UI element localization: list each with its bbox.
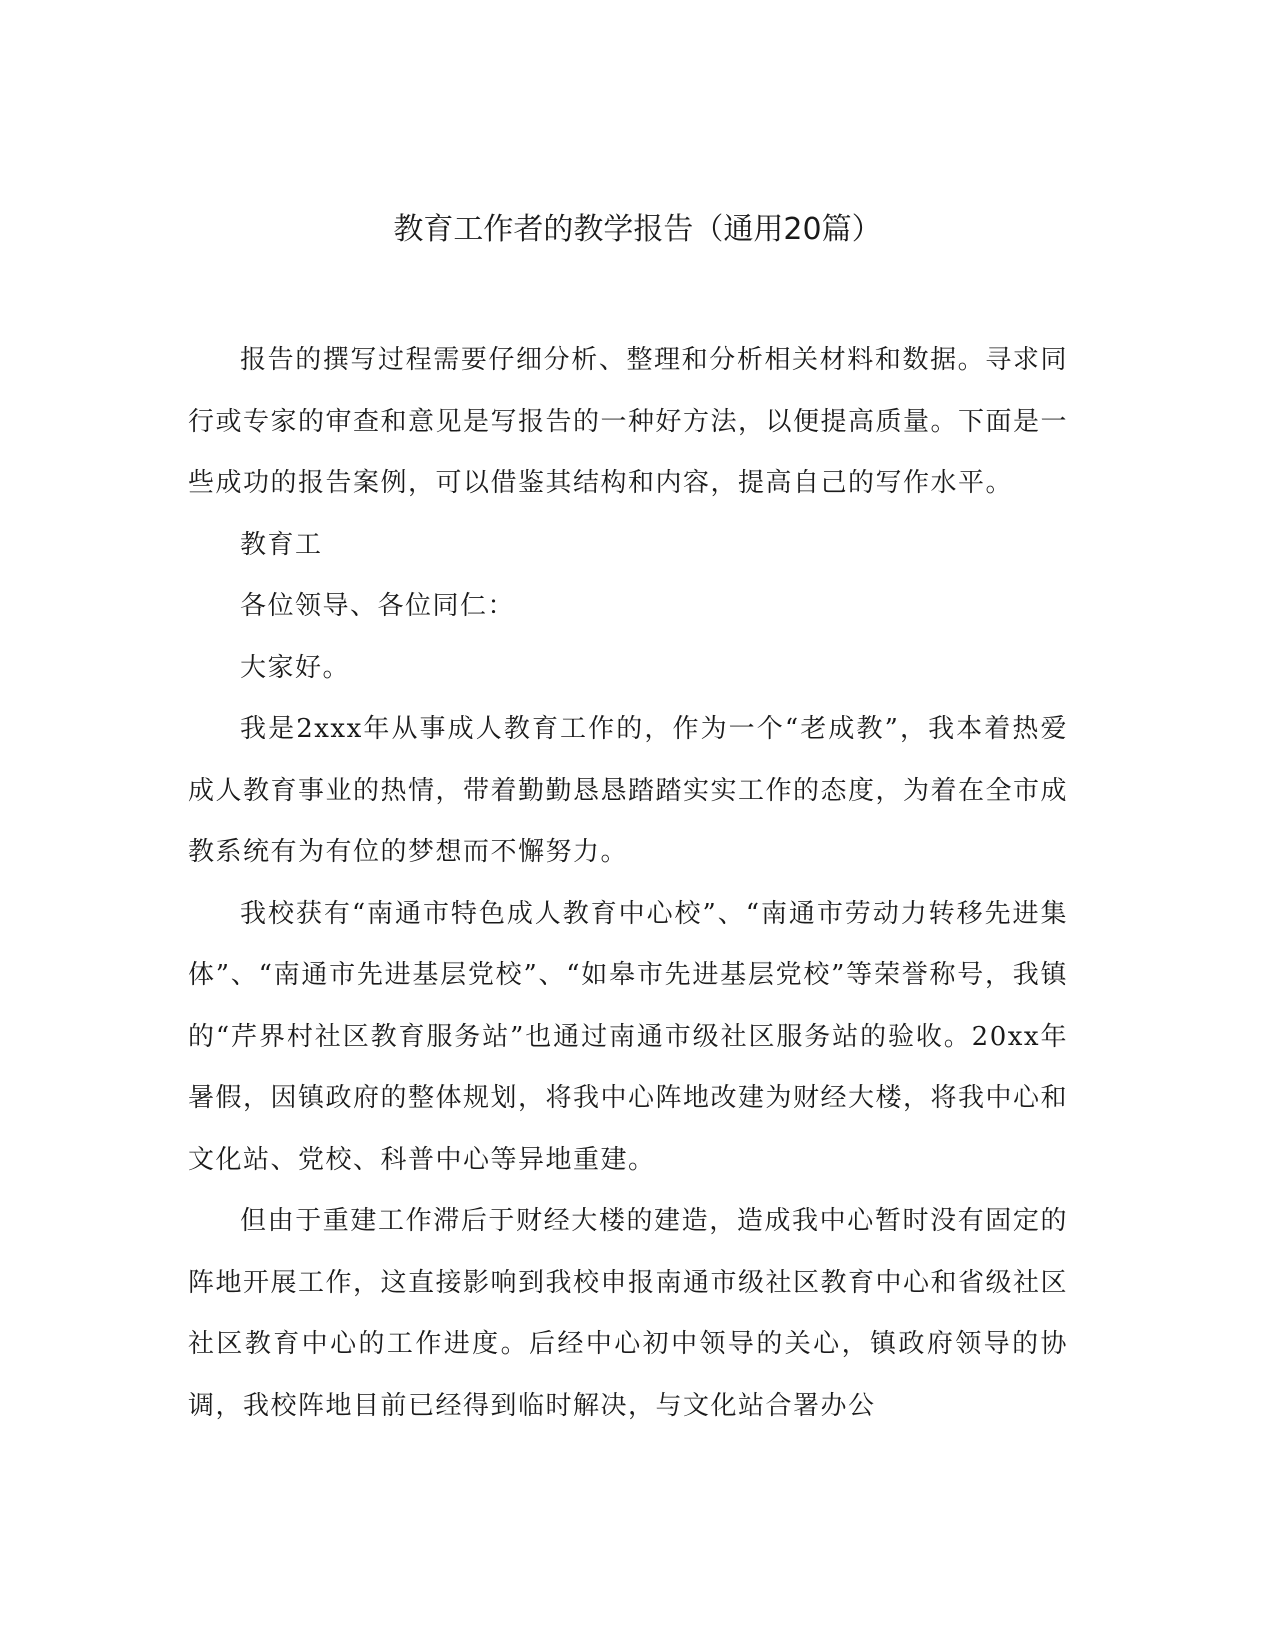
paragraph-honors: 我校获有“南通市特色成人教育中心校”、“南通市劳动力转移先进集体”、“南通市先进基层党校”、“如皋市先进基层党校”等荣誉称号，我镇的“芹界村社区教育服务站”也通过南通市级社区服务站的验收。20xx年暑假，因镇政府的整体规划，将我中心阵地改建为财经大楼，将我中心和文化站、党校、科普中心等异地重建。 [188,898,1069,1175]
paragraph-salutation: 各位领导、各位同仁： [240,591,516,621]
paragraph-intro: 报告的撰写过程需要仔细分析、整理和分析相关材料和数据。寻求同行或专家的审查和意见是写报告的一种好方法，以便提高质量。下面是一些成功的报告案例，可以借鉴其结构和内容，提高自己的写作水平。 [188,345,1069,498]
paragraph-rebuild: 但由于重建工作滞后于财经大楼的建造，造成我中心暂时没有固定的阵地开展工作，这直接影响到我校申报南通市级社区教育中心和省级社区社区教育中心的工作进度。后经中心初中领导的关心，镇政府领导的协调，我校阵地目前已经得到临时解决，与文化站合署办公 [188,1206,1069,1421]
paragraph-greeting: 大家好。 [240,652,351,683]
document-body [188,330,1068,1437]
paragraph-background: 我是2xxx年从事成人教育工作的，作为一个“老成教”，我本着热爱成人教育事业的热情，带着勤勤恳恳踏踏实实工作的态度，为着在全市成教系统有为有位的梦想而不懈努力。 [188,714,1069,867]
paragraph-heading: 教育工 [240,529,323,560]
document-title: 教育工作者的教学报告（通用20篇） [393,212,882,247]
